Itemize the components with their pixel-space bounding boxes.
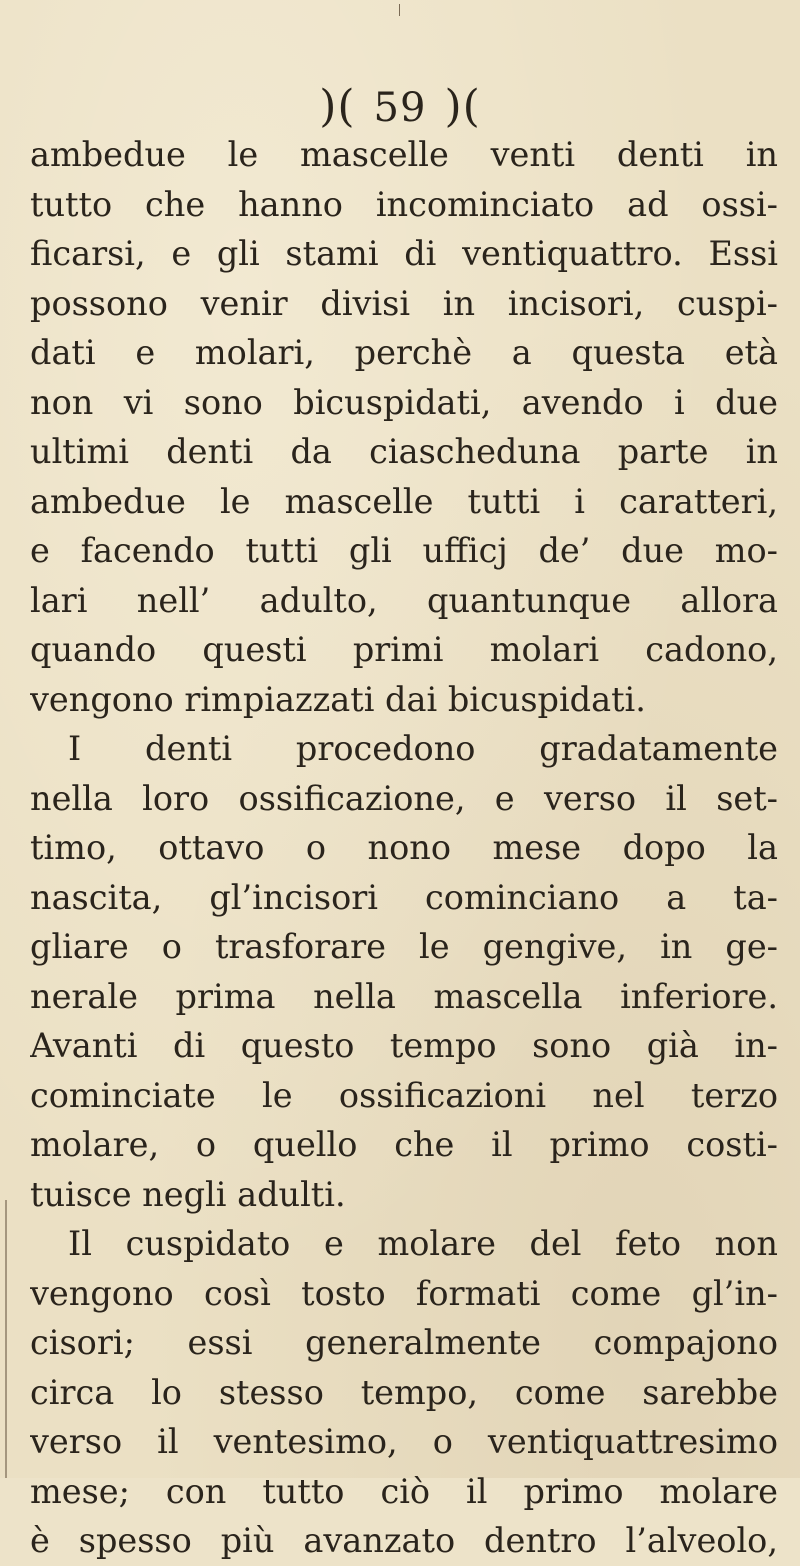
text-line: dati e molari, perchè a questa età [30,333,778,372]
text-line: nascita, gl’incisori cominciano a ta- [30,877,778,917]
text-line: timo, ottavo o nono mese dopo la [30,828,778,867]
page-edge-line [5,1200,7,1478]
text-line: vengono rimpiazzati dai bicuspidati. [30,679,646,719]
body-text [30,130,778,1566]
text-line: molare, o quello che il primo costi- [30,1125,778,1164]
text-line: gliare o trasforare le gengive, in ge- [30,927,778,966]
text-line: circa lo stesso tempo, come sarebbe [30,1372,778,1412]
text-line: Avanti di questo tempo sono già in- [30,1026,778,1065]
text-line: mese; con tutto ciò il primo molare [30,1471,778,1511]
text-line: nella loro ossificazione, e verso il set- [30,778,778,818]
page-header [0,82,800,133]
text-line: quando questi primi molari cadono, [30,630,778,669]
text-line: non vi sono bicuspidati, avendo i due [30,382,778,422]
text-line: tutto che hanno incominciato ad ossi- [30,184,778,224]
text-line: vengono così tosto formati come gl’in- [30,1273,778,1313]
text-line: ambedue le mascelle venti denti in [30,135,778,174]
text-line-paragraph-start: I denti procedono gradatamente [68,729,778,768]
text-line-paragraph-start: Il cuspidato e molare del feto non [68,1224,778,1263]
header-left-ornament: )( [319,81,356,132]
text-line: cominciate le ossificazioni nel terzo [30,1075,778,1115]
text-line: lari nell’ adulto, quantunque allora [30,580,778,620]
text-line: cisori; essi generalmente compajono [30,1323,778,1362]
text-line: possono venir divisi in incisori, cuspi- [30,283,778,323]
text-line: verso il ventesimo, o ventiquattresimo [30,1422,778,1461]
page-number: 59 [373,85,427,131]
text-line: ultimi denti da ciascheduna parte in [30,432,778,471]
header-right-ornament: )( [444,81,481,132]
text-line: è spesso più avanzato dentro l’alveolo, [30,1521,778,1560]
text-line: ambedue le mascelle tutti i caratteri, [30,481,778,521]
text-line: tuisce negli adulti. [30,1174,346,1214]
text-line: nerale prima nella mascella inferiore. [30,976,778,1016]
top-margin-mark [399,4,400,16]
text-line: e facendo tutti gli ufficj de’ due mo- [30,531,778,570]
text-line: ficarsi, e gli stami di ventiquattro. Essi [30,234,778,273]
